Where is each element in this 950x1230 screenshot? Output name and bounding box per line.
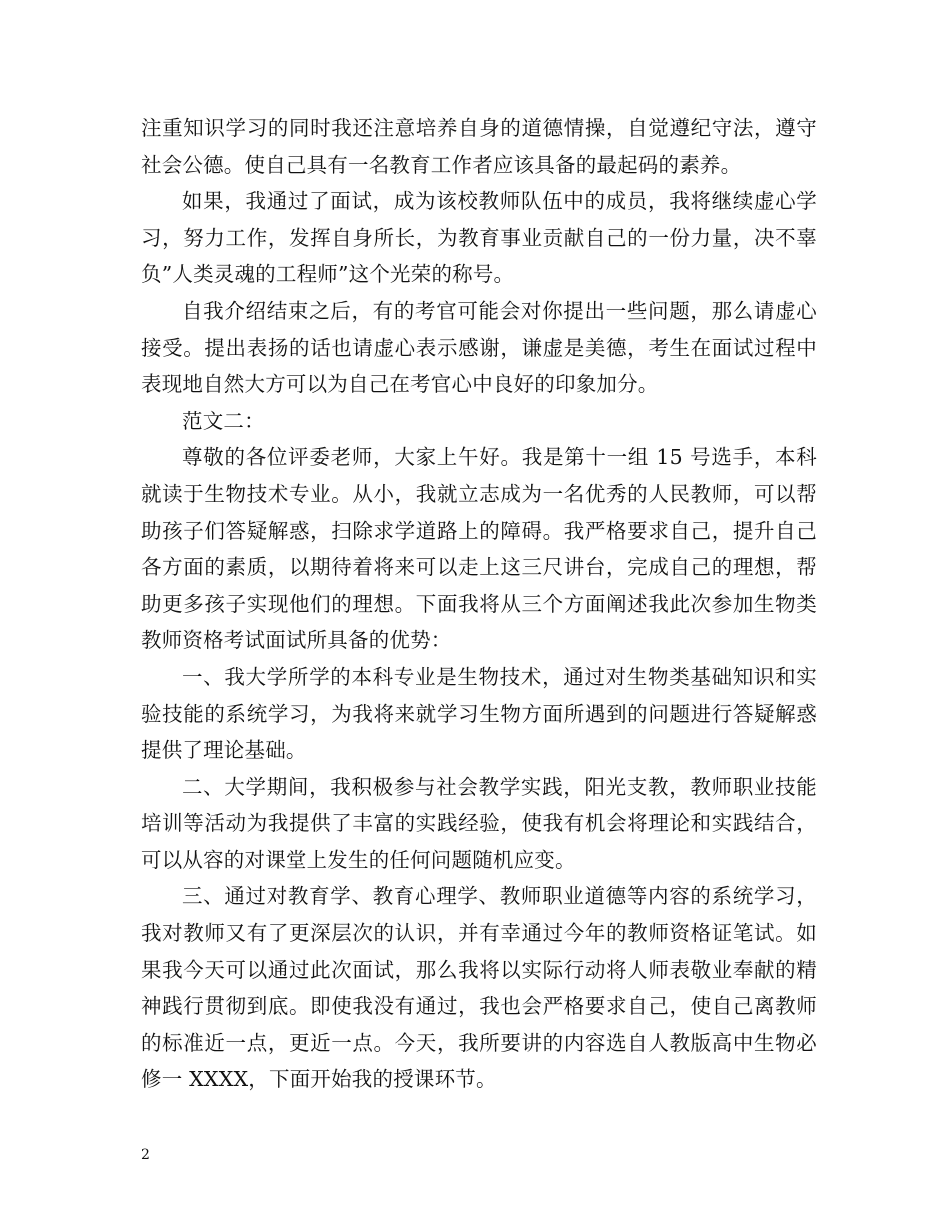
- document-body: [141, 110, 817, 1098]
- paragraph-1: 注重知识学习的同时我还注意培养自身的道德情操，自觉遵纪守法，遵守社会公德。使自己具有一名教育工作者应该具备的最起码的素养。: [141, 116, 817, 177]
- section-heading-sample-two: 范文二：: [182, 408, 265, 433]
- paragraph-6: 一、我大学所学的本科专业是生物技术，通过对生物类基础知识和实验技能的系统学习，为我将来就学习生物方面所遇到的问题进行答疑解惑提供了理论基础。: [141, 664, 817, 763]
- paragraph-3: 自我介绍结束之后，有的考官可能会对你提出一些问题，那么请虚心接受。提出表扬的话也请虚心表示感谢，谦虚是美德，考生在面试过程中表现地自然大方可以为自己在考官心中良好的印象加分。: [141, 298, 817, 397]
- page-number: 2: [141, 1147, 150, 1163]
- paragraph-5: 尊敬的各位评委老师，大家上午好。我是第十一组 15 号选手，本科就读于生物技术专业。从小，我就立志成为一名优秀的人民教师，可以帮助孩子们答疑解惑，扫除求学道路上的障碍。我严格要求自己，提升自己各方面的素质，以期待着将来可以走上这三尺讲台，完成自己的理想，帮助更多孩子实现他们的理想。下面我将从三个方面阐述我此次参加生物类教师资格考试面试所具备的优势：: [141, 445, 817, 653]
- paragraph-8: 三、通过对教育学、教育心理学、教师职业道德等内容的系统学习，我对教师又有了更深层次的认识，并有幸通过今年的教师资格证笔试。如果我今天可以通过此次面试，那么我将以实际行动将人师表敬业奉献的精神践行贯彻到底。即使我没有通过，我也会严格要求自己，使自己离教师的标准近一点，更近一点。今天，我所要讲的内容选自人教版高中生物必修一 XXXX，下面开始我的授课环节。: [141, 884, 817, 1092]
- paragraph-2: 如果，我通过了面试，成为该校教师队伍中的成员，我将继续虚心学习，努力工作，发挥自身所长，为教育事业贡献自己的一份力量，决不辜负”人类灵魂的工程师”这个光荣的称号。: [141, 189, 817, 287]
- paragraph-7: 二、大学期间，我积极参与社会教学实践，阳光支教，教师职业技能培训等活动为我提供了丰富的实践经验，使我有机会将理论和实践结合，可以从容的对课堂上发生的任何问题随机应变。: [141, 774, 817, 872]
